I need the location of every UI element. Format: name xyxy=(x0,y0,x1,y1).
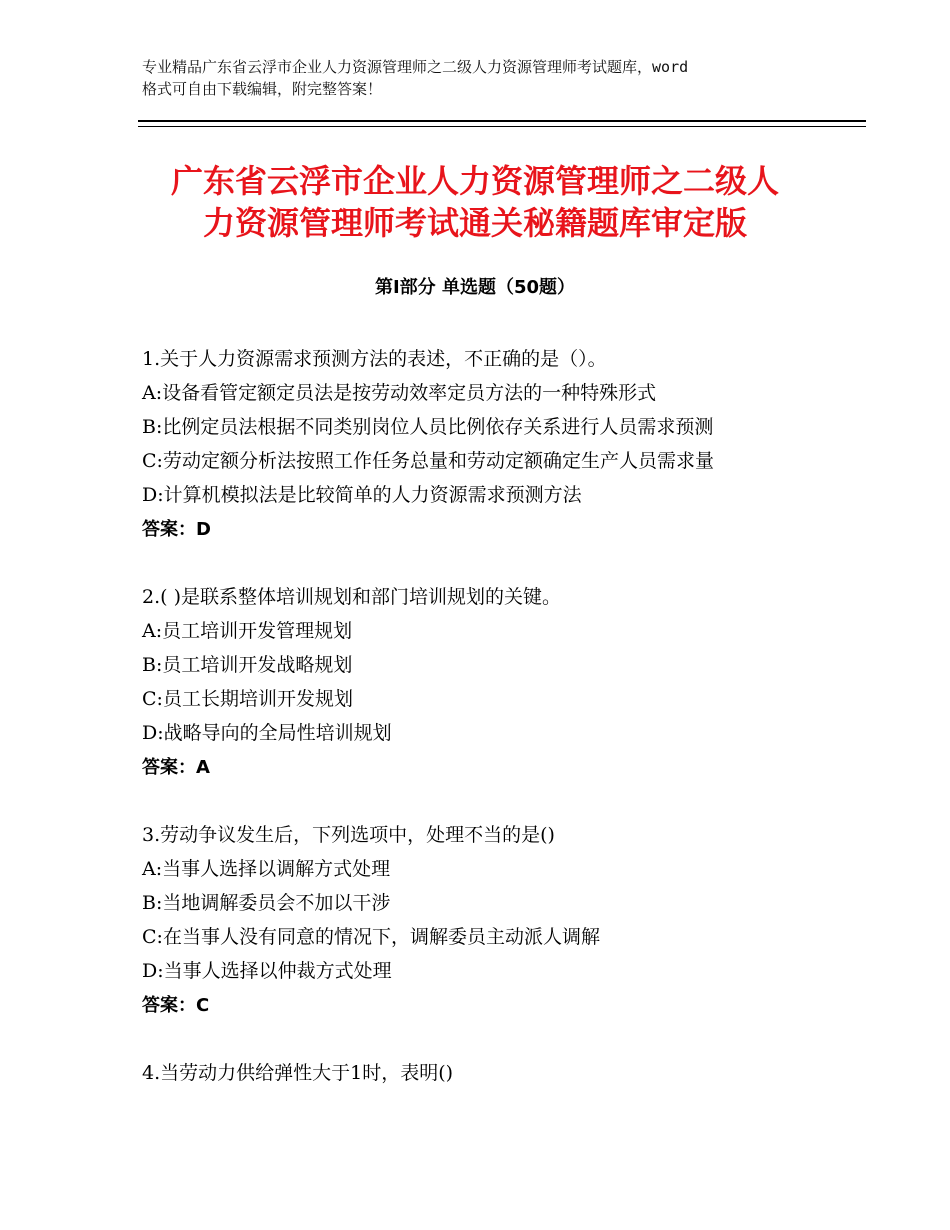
option-a: A:当事人选择以调解方式处理 xyxy=(142,858,391,880)
question-1 xyxy=(142,342,842,548)
answer-line: 答案：A xyxy=(142,757,210,778)
section-title: 第Ⅰ部分 单选题（50题） xyxy=(374,277,575,298)
document-title xyxy=(100,160,850,244)
document-title-line-2: 力资源管理师考试通关秘籍题库审定版 xyxy=(202,204,747,242)
question-2 xyxy=(142,580,842,786)
option-d: D:计算机模拟法是比较简单的人力资源需求预测方法 xyxy=(142,484,582,506)
question-list xyxy=(142,342,842,1122)
question-3 xyxy=(142,818,842,1024)
option-a: A:员工培训开发管理规划 xyxy=(142,620,353,642)
question-stem: 1.关于人力资源需求预测方法的表述，不正确的是（）。 xyxy=(142,348,607,370)
option-d: D:战略导向的全局性培训规划 xyxy=(142,722,392,744)
header-note-line-2: 格式可自由下载编辑，附完整答案！ xyxy=(142,80,383,98)
header-note-line-1: 专业精品广东省云浮市企业人力资源管理师之二级人力资源管理师考试题库，word xyxy=(142,58,689,76)
question-stem: 3.劳动争议发生后，下列选项中，处理不当的是() xyxy=(142,824,555,846)
option-c: C:员工长期培训开发规划 xyxy=(142,688,353,710)
option-b: B:当地调解委员会不加以干涉 xyxy=(142,892,391,914)
option-d: D:当事人选择以仲裁方式处理 xyxy=(142,960,392,982)
option-b: B:比例定员法根据不同类别岗位人员比例依存关系进行人员需求预测 xyxy=(142,416,714,438)
option-c: C:在当事人没有同意的情况下，调解委员主动派人调解 xyxy=(142,926,600,948)
option-c: C:劳动定额分析法按照工作任务总量和劳动定额确定生产人员需求量 xyxy=(142,450,714,472)
question-stem: 2.( )是联系整体培训规划和部门培训规划的关键。 xyxy=(142,586,561,608)
header-note xyxy=(142,56,822,100)
document-title-line-1: 广东省云浮市企业人力资源管理师之二级人 xyxy=(170,162,779,200)
answer-line: 答案：D xyxy=(142,519,211,540)
question-stem: 4.当劳动力供给弹性大于1时，表明() xyxy=(142,1062,454,1084)
question-4 xyxy=(142,1056,842,1090)
option-b: B:员工培训开发战略规划 xyxy=(142,654,353,676)
option-a: A:设备看管定额定员法是按劳动效率定员方法的一种特殊形式 xyxy=(142,382,657,404)
header-divider-thick xyxy=(138,120,866,122)
header-divider-thin xyxy=(138,126,866,127)
answer-line: 答案：C xyxy=(142,995,210,1016)
